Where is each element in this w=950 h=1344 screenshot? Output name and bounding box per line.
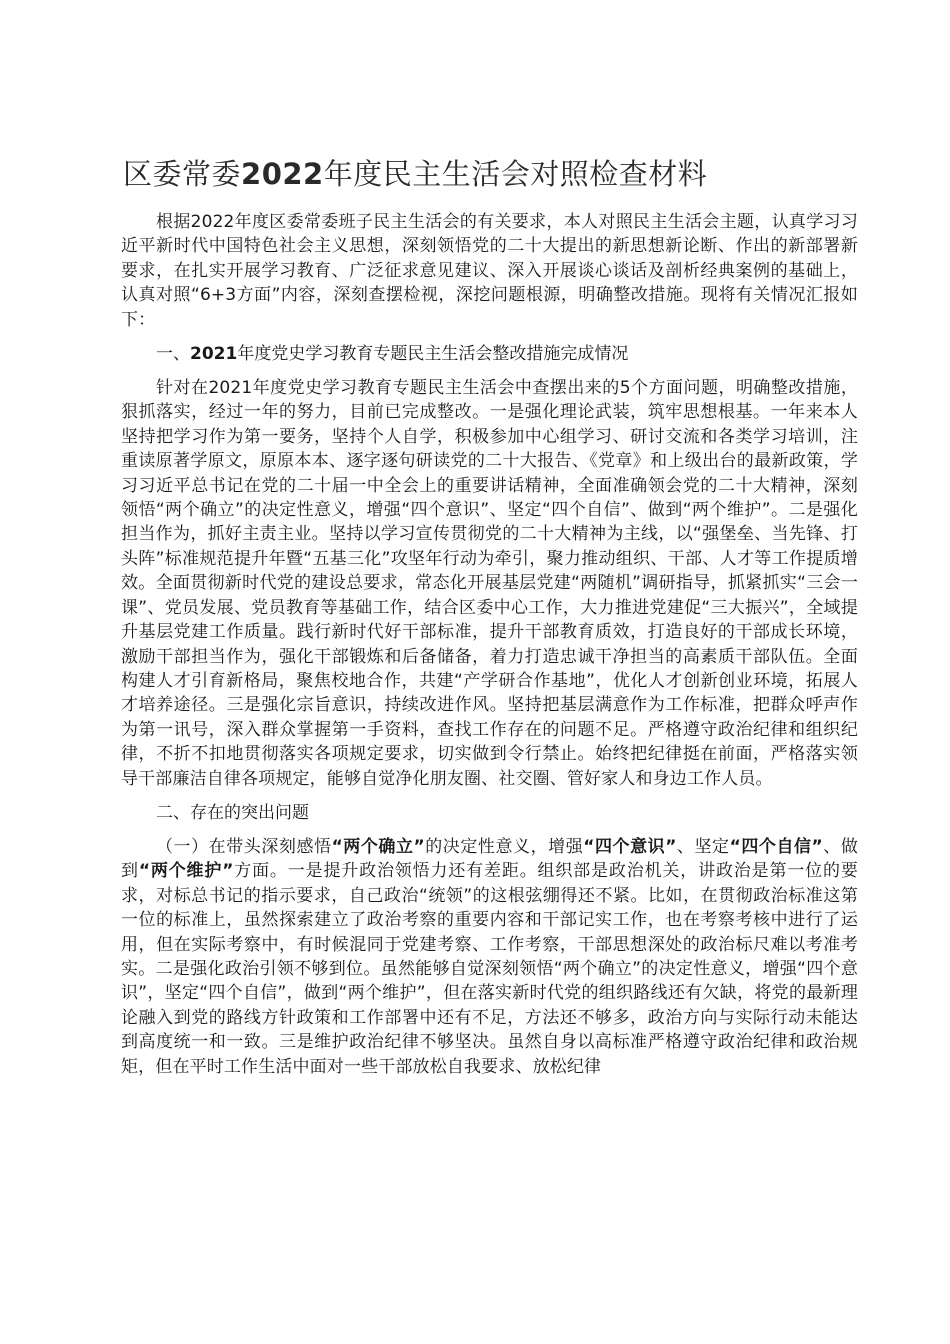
document-body [121, 210, 858, 1079]
title-year: 2022 [241, 157, 324, 191]
intro-paragraph: 根据2022年度区委常委班子民主生活会的有关要求，本人对照民主生活会主题，认真学习习近平新时代中国特色社会主义思想，深刻领悟党的二十大提出的新思想新论断、作出的新部署新要求，在扎实开展学习教育、广泛征求意见建议、深入开展谈心谈话及剖析经典案例的基础上，认真对照“6+3方面”内容，深刻查摆检视，深挖问题根源，明确整改措施。现将有关情况汇报如下： [121, 212, 858, 330]
item1-quote-4: “两个维护” [138, 861, 234, 882]
item1-quote-1: “两个确立” [331, 836, 425, 857]
section2-heading: 二、存在的突出问题 [156, 802, 309, 823]
section2-item1-paragraph [121, 835, 858, 1079]
section1-heading [121, 342, 858, 366]
item1-quote-3: “四个自信” [729, 836, 823, 857]
section1-heading-text: 年度党史学习教育专题民主生活会整改措施完成情况 [237, 344, 629, 365]
title-prefix: 区委常委 [123, 157, 242, 191]
item1-quote-2: “四个意识” [583, 836, 677, 857]
document-title [123, 154, 843, 194]
item1-text-a: （一）在带头深刻感悟 [156, 836, 332, 857]
item1-text-d: 、做到 [121, 836, 859, 882]
item1-text-b: 的决定性意义，增强 [424, 836, 584, 857]
section1-prefix: 一、 [156, 344, 190, 365]
item1-text-e: 方面。一是提升政治领悟力还有差距。组织部是政治机关，讲政治是第一位的要求，对标总书记的指示要求，自己政治“统领”的这根弦绷得还不紧。比如，在贯彻政治标准这第一位的标准上，虽然探索建立了政治考察的重要内容和干部记实工作，也在考察考核中进行了运用，但在实际考察中，有时候混同于党建考察、工作考察，干部思想深处的政治标尺难以考准考实。二是强化政治引领不够到位。虽然能够自觉深刻领悟“两个确立”的决定性意义，增强“四个意识”，坚定“四个自信”，做到“两个维护”，但在落实新时代党的组织路线还有欠缺，将党的最新理论融入到党的路线方针政策和工作部署中还有不足，方法还不够多，政治方向与实际行动未能达到高度统一和一致。三是维护政治纪律不够坚决。虽然自身以高标准严格遵守政治纪律和政治规矩，但在平时工作生活中面对一些干部放松自我要求、放松纪律 [121, 861, 858, 1077]
section1-year: 2021 [190, 344, 238, 365]
title-suffix: 年度民主生活会对照检查材料 [323, 157, 708, 191]
item1-text-c: 、坚定 [676, 836, 730, 857]
section1-paragraph: 针对在2021年度党史学习教育专题民主生活会中查摆出来的5个方面问题，明确整改措施，狠抓落实，经过一年的努力，目前已完成整改。一是强化理论武装，筑牢思想根基。一年来本人坚持把学习作为第一要务，坚持个人自学，积极参加中心组学习、研讨交流和各类学习培训，注重读原著学原文，原原本本、逐字逐句研读党的二十大报告、《党章》和上级出台的最新政策，学习习近平总书记在党的二十届一中全会上的重要讲话精神，全面准确领会党的二十大精神，深刻领悟“两个确立”的决定性意义，增强“四个意识”、坚定“四个自信”、做到“两个维护”。二是强化担当作为，抓好主责主业。坚持以学习宣传贯彻党的二十大精神为主线，以“强堡垒、当先锋、打头阵”标准规范提升年暨“五基三化”攻坚年行动为牵引，聚力推动组织、干部、人才等工作提质增效。全面贯彻新时代党的建设总要求，常态化开展基层党建“两随机”调研指导，抓紧抓实“三会一课”、党员发展、党员教育等基础工作，结合区委中心工作，大力推进党建促“三大振兴”，全域提升基层党建工作质量。践行新时代好干部标准，提升干部教育质效，打造良好的干部成长环境，激励干部担当作为，强化干部锻炼和后备储备，着力打造忠诚干净担当的高素质干部队伍。全面构建人才引育新格局，聚焦校地合作，共建“产学研合作基地”，优化人才创新创业环境，拓展人才培养途径。三是强化宗旨意识，持续改进作风。坚持把基层满意作为工作标准，把群众呼声作为第一讯号，深入群众掌握第一手资料，查找工作存在的问题不足。严格遵守政治纪律和组织纪律，不折不扣地贯彻落实各项规定要求，切实做到令行禁止。始终把纪律挺在前面，严格落实领导干部廉洁自律各项规定，能够自觉净化朋友圈、社交圈、管好家人和身边工作人员。 [121, 378, 858, 789]
